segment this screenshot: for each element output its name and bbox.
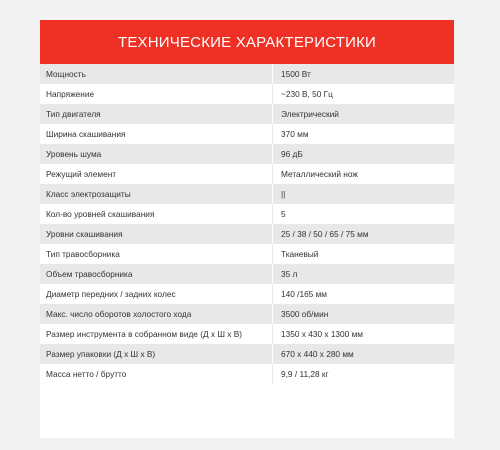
spec-value: 5 [281, 209, 286, 219]
spec-row-protection-class [40, 184, 454, 204]
spec-value: || [281, 189, 286, 199]
spec-header [40, 20, 454, 64]
spec-value: 96 дБ [281, 149, 303, 159]
spec-row-motor-type [40, 104, 454, 124]
spec-label: Кол-во уровней скашивания [40, 204, 273, 224]
spec-value: 670 х 440 х 280 мм [281, 349, 354, 359]
spec-label: Макс. число оборотов холостого хода [40, 304, 273, 324]
spec-row-noise-level [40, 144, 454, 164]
spec-label: Размер упаковки (Д х Ш х В) [40, 344, 273, 364]
spec-row-package-size [40, 344, 454, 364]
spec-row-assembled-size [40, 324, 454, 344]
spec-title: ТЕХНИЧЕСКИЕ ХАРАКТЕРИСТИКИ [117, 33, 377, 51]
spec-label: Режущий элемент [40, 164, 273, 184]
spec-value: 9,9 / 11,28 кг [281, 369, 329, 379]
spec-row-weight [40, 364, 454, 384]
spec-row-power [40, 64, 454, 84]
spec-label: Объем травосборника [40, 264, 273, 284]
spec-value: 140 /165 мм [281, 289, 328, 299]
spec-row-wheel-diameter [40, 284, 454, 304]
spec-label: Мощность [40, 64, 273, 84]
spec-label: Уровни скашивания [40, 224, 273, 244]
spec-value: ~230 В, 50 Гц [281, 89, 333, 99]
spec-sheet [40, 20, 454, 438]
spec-label: Диаметр передних / задних колес [40, 284, 273, 304]
spec-value: 35 л [281, 269, 298, 279]
spec-table [40, 64, 454, 384]
spec-row-grass-box-type [40, 244, 454, 264]
spec-row-voltage [40, 84, 454, 104]
spec-row-max-rpm [40, 304, 454, 324]
spec-label: Напряжение [40, 84, 273, 104]
spec-label: Уровень шума [40, 144, 273, 164]
spec-value: 370 мм [281, 129, 309, 139]
spec-label: Класс электрозащиты [40, 184, 273, 204]
spec-value: Металлический нож [281, 169, 358, 179]
spec-row-cutting-element [40, 164, 454, 184]
spec-label: Размер инструмента в собранном виде (Д х Ш х В) [40, 324, 273, 344]
spec-row-height-levels-count [40, 204, 454, 224]
spec-value: 25 / 38 / 50 / 65 / 75 мм [281, 229, 369, 239]
spec-value: 1500 Вт [281, 69, 311, 79]
spec-label: Масса нетто / брутто [40, 364, 273, 384]
spec-row-cutting-width [40, 124, 454, 144]
spec-label: Тип травосборника [40, 244, 273, 264]
spec-value: 3500 об/мин [281, 309, 329, 319]
spec-value: Тканевый [281, 249, 319, 259]
spec-value: Электрический [281, 109, 339, 119]
spec-label: Тип двигателя [40, 104, 273, 124]
spec-value: 1350 х 430 х 1300 мм [281, 329, 363, 339]
spec-label: Ширина скашивания [40, 124, 273, 144]
spec-row-height-levels [40, 224, 454, 244]
spec-row-grass-box-volume [40, 264, 454, 284]
